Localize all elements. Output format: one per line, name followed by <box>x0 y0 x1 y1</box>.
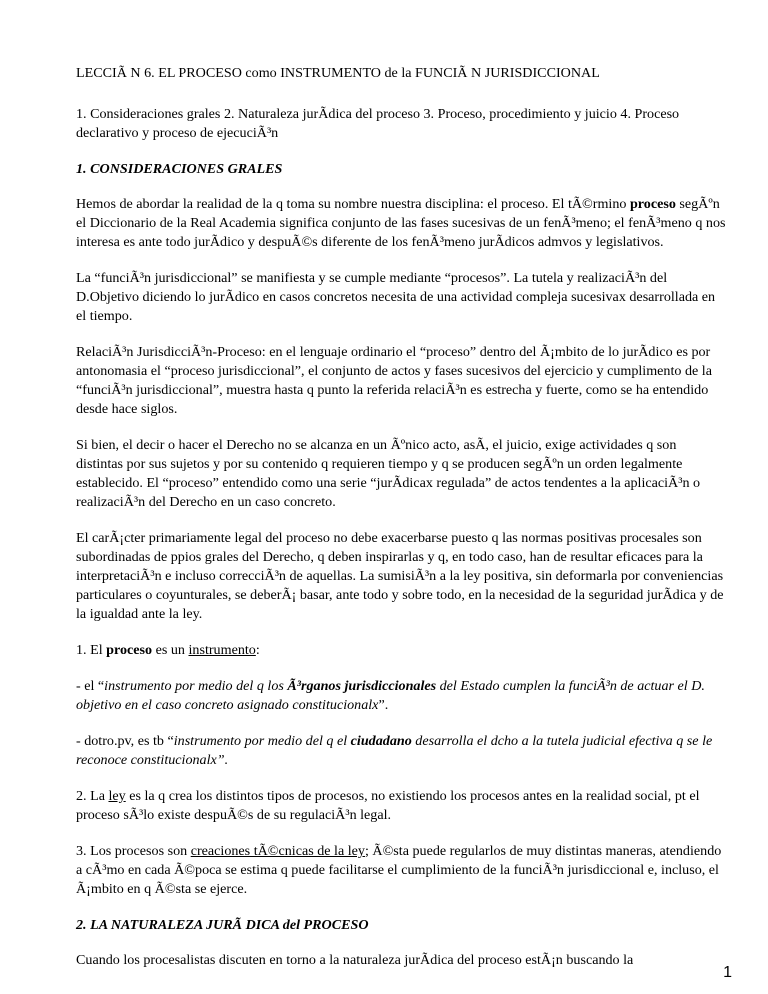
italic-run: instrumento por medio del q el <box>173 733 351 749</box>
bold-term: proceso <box>106 642 153 658</box>
paragraph-relacion-jurisdiccion-proceso: RelaciÃ³n JurisdicciÃ³n-Proceso: en el lenguaje ordinario el “proceso” dentro del Ã¡mbito de lo jurÃdico es por antonomasia el “proceso jurisdiccional”, el conjunto de actos y fases sucesivos del ejercicio y cumplimento de la “funciÃ³n jurisdiccional”, muestra hasta q punto la referida relaciÃ³n es estrecha y fuerte, como se ha entendido desde hace siglos. <box>76 344 712 417</box>
text-run: es un <box>152 642 189 658</box>
text-run: : <box>255 642 260 658</box>
paragraph-naturaleza-intro: Cuando los procesalistas discuten en torno a la naturaleza jurÃdica del proceso estÃ¡n buscando la <box>76 952 634 968</box>
text-run: 3. Los procesos son <box>76 843 191 859</box>
paragraph-point-3 <box>76 842 726 899</box>
underlined-term: creaciones tÃ©cnicas de la ley <box>190 843 365 859</box>
paragraph-funcion-jurisdiccional: La “funciÃ³n jurisdiccional” se manifiesta y se cumple mediante “procesos”. La tutela y realizaciÃ³n del D.Objetivo diciendo lo jurÃdico en casos concretos necesita de una actividad compleja sucesivax desarrollada en el tiempo. <box>76 270 716 324</box>
italic-run: desarrolla el dcho a la tutela judicial efectiva q se le reconoce constitucionalx”. <box>76 733 713 768</box>
underlined-term: instrumento <box>188 642 256 658</box>
section-heading-2 <box>76 916 726 935</box>
lesson-title: LECCIÃ N 6. EL PROCESO como INSTRUMENTO de la FUNCIÃ N JURISDICCIONAL <box>76 65 600 81</box>
bold-italic-term: Ã³rganos jurisdiccionales <box>287 678 437 694</box>
paragraph-decir-derecho: Si bien, el decir o hacer el Derecho no se alcanza en un Ãºnico acto, asÃ, el juicio, exige actividades q son distintas por sus sujetos y por su contenido q requieren tiempo y q se producen segÃºn un orden legalmente establecido. El “proceso” entendido como una serie “jurÃdicax regulada” de actos tendentes a la aplicaciÃ³n o realizaciÃ³n del Derecho en un caso concreto. <box>76 437 701 510</box>
paragraph-caracter-legal: El carÃ¡cter primariamente legal del proceso no debe exacerbarse puesto q las normas positivas procesales son subordinadas de ppios grales del Derecho, q deben inspirarlas y q, en todo caso, han de resultar eficaces para la interpretaciÃ³n e incluso correcciÃ³n de aquellas. La sumisiÃ³n a la ley positiva, sin deformarla por conveniencias particulares o coyunturales, se deberÃ¡ basar, ante todo y sobre todo, en la necesidad de la seguridad jurÃdica y de la igualdad ante la ley. <box>76 530 724 622</box>
table-of-contents: 1. Consideraciones grales 2. Naturaleza jurÃdica del proceso 3. Proceso, procedimiento y juicio 4. Proceso declarativo y proceso de ejecuciÃ³n <box>76 106 680 141</box>
text-run: ; Ã©sta puede regularlos de muy distintas maneras, atendiendo a cÃ³mo en cada Ã©poca se estima q puede facilitarse el cumplimiento de la funciÃ³n jurisdiccional e, incluso, el Ã¡mbito en q Ã©sta se ejerce. <box>76 843 722 897</box>
paragraph-bullet-organos <box>76 677 726 715</box>
text-run: ”. <box>378 697 389 713</box>
paragraph-point-1 <box>76 641 726 660</box>
paragraph-bullet-ciudadano <box>76 732 726 770</box>
bold-italic-term: ciudadano <box>350 733 412 749</box>
text-run: - el “ <box>76 678 105 694</box>
section-heading-1 <box>76 160 726 179</box>
section-title: LA NATURALEZA JURÃ DICA del PROCESO <box>90 917 369 933</box>
text-run: es la q crea los distintos tipos de procesos, no existiendo los procesos antes en la realidad social, pt el proceso sÃ³lo existe despuÃ©s de su regulaciÃ³n legal. <box>76 788 700 823</box>
text-run: 2. La <box>76 788 109 804</box>
italic-run: instrumento por medio del q los <box>104 678 288 694</box>
section-number: 1. <box>76 161 87 177</box>
paragraph-point-2 <box>76 787 726 825</box>
paragraph-proceso-definition <box>76 195 726 252</box>
text-run: Hemos de abordar la realidad de la q toma su nombre nuestra disciplina: el proceso. El tÃ©rmino <box>76 196 630 212</box>
bold-term: proceso <box>629 196 676 212</box>
text-run: - dotro.pv, es tb “ <box>76 733 174 749</box>
underlined-term: ley <box>108 788 126 804</box>
text-run: segÃºn el Diccionario de la Real Academia significa conjunto de las fases sucesivas de un fenÃ³meno; el fenÃ³meno q nos interesa es ante todo jurÃdico y despuÃ©s diferente de los fenÃ³meno jurÃdicos admvos y legislativos. <box>76 196 726 250</box>
italic-run: del Estado cumplen la funciÃ³n de actuar el D. objetivo en el caso concreto asignado constitucionalx <box>76 678 705 713</box>
document-body <box>76 64 726 987</box>
section-number: 2. <box>76 917 87 933</box>
text-run: 1. El <box>76 642 107 658</box>
page-number: 1 <box>723 964 732 981</box>
section-title: CONSIDERACIONES GRALES <box>90 161 283 177</box>
